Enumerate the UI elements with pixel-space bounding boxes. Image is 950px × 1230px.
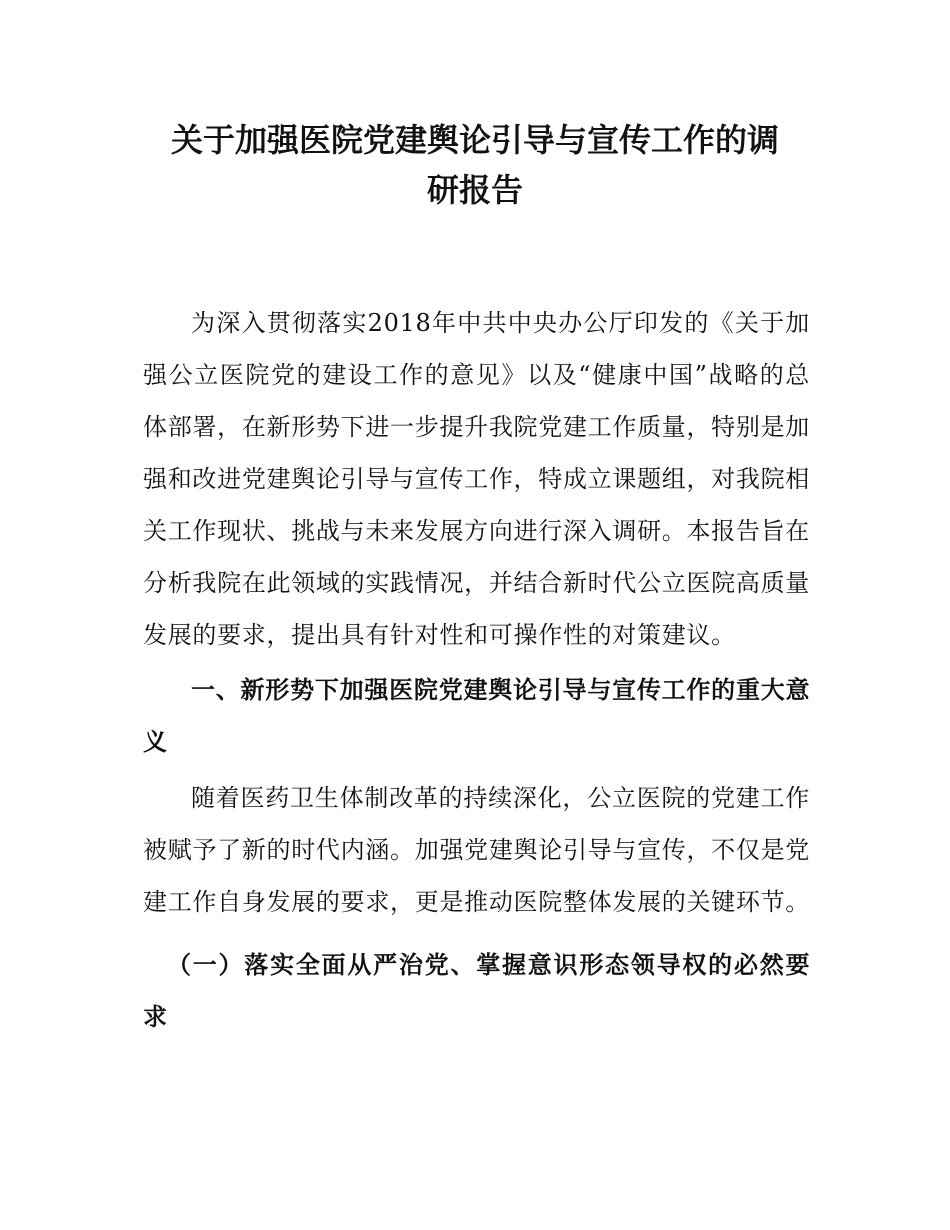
text-line: 为深入贯彻落实2018年中共中央办公厅印发的《关于加 [191,309,810,337]
heading-line: 一、新形势下加强医院党建舆论引导与宣传工作的重大意 [191,676,810,704]
paragraph-section-1 [143,772,810,928]
paragraph-intro [143,297,810,661]
document-title [0,115,950,215]
title-line: 关于加强医院党建舆论引导与宣传工作的调 [170,121,779,159]
subsection-heading-1 [143,939,810,1043]
text-line: 强和改进党建舆论引导与宣传工作，特成立课题组，对我院相 [143,465,810,493]
heading-line: （一）落实全面从严治党、掌握意识形态领导权的必然要 [167,951,810,979]
text-line: 关工作现状、挑战与未来发展方向进行深入调研。本报告旨在 [143,517,810,545]
title-line: 研报告 [426,171,523,209]
text-line: 发展的要求，提出具有针对性和可操作性的对策建议。 [143,621,736,649]
text-line: 分析我院在此领域的实践情况，并结合新时代公立医院高质量 [143,569,810,597]
heading-line: 求 [143,1003,168,1031]
text-line: 强公立医院党的建设工作的意见》以及“健康中国”战略的总 [143,361,810,389]
section-heading-1 [143,664,810,768]
text-line: 被赋予了新的时代内涵。加强党建舆论引导与宣传，不仅是党 [143,836,810,864]
text-line: 随着医药卫生体制改革的持续深化，公立医院的党建工作 [191,784,810,812]
text-line: 建工作自身发展的要求，更是推动医院整体发展的关键环节。 [143,888,810,916]
heading-line: 义 [143,728,168,756]
text-line: 体部署，在新形势下进一步提升我院党建工作质量，特别是加 [143,413,810,441]
